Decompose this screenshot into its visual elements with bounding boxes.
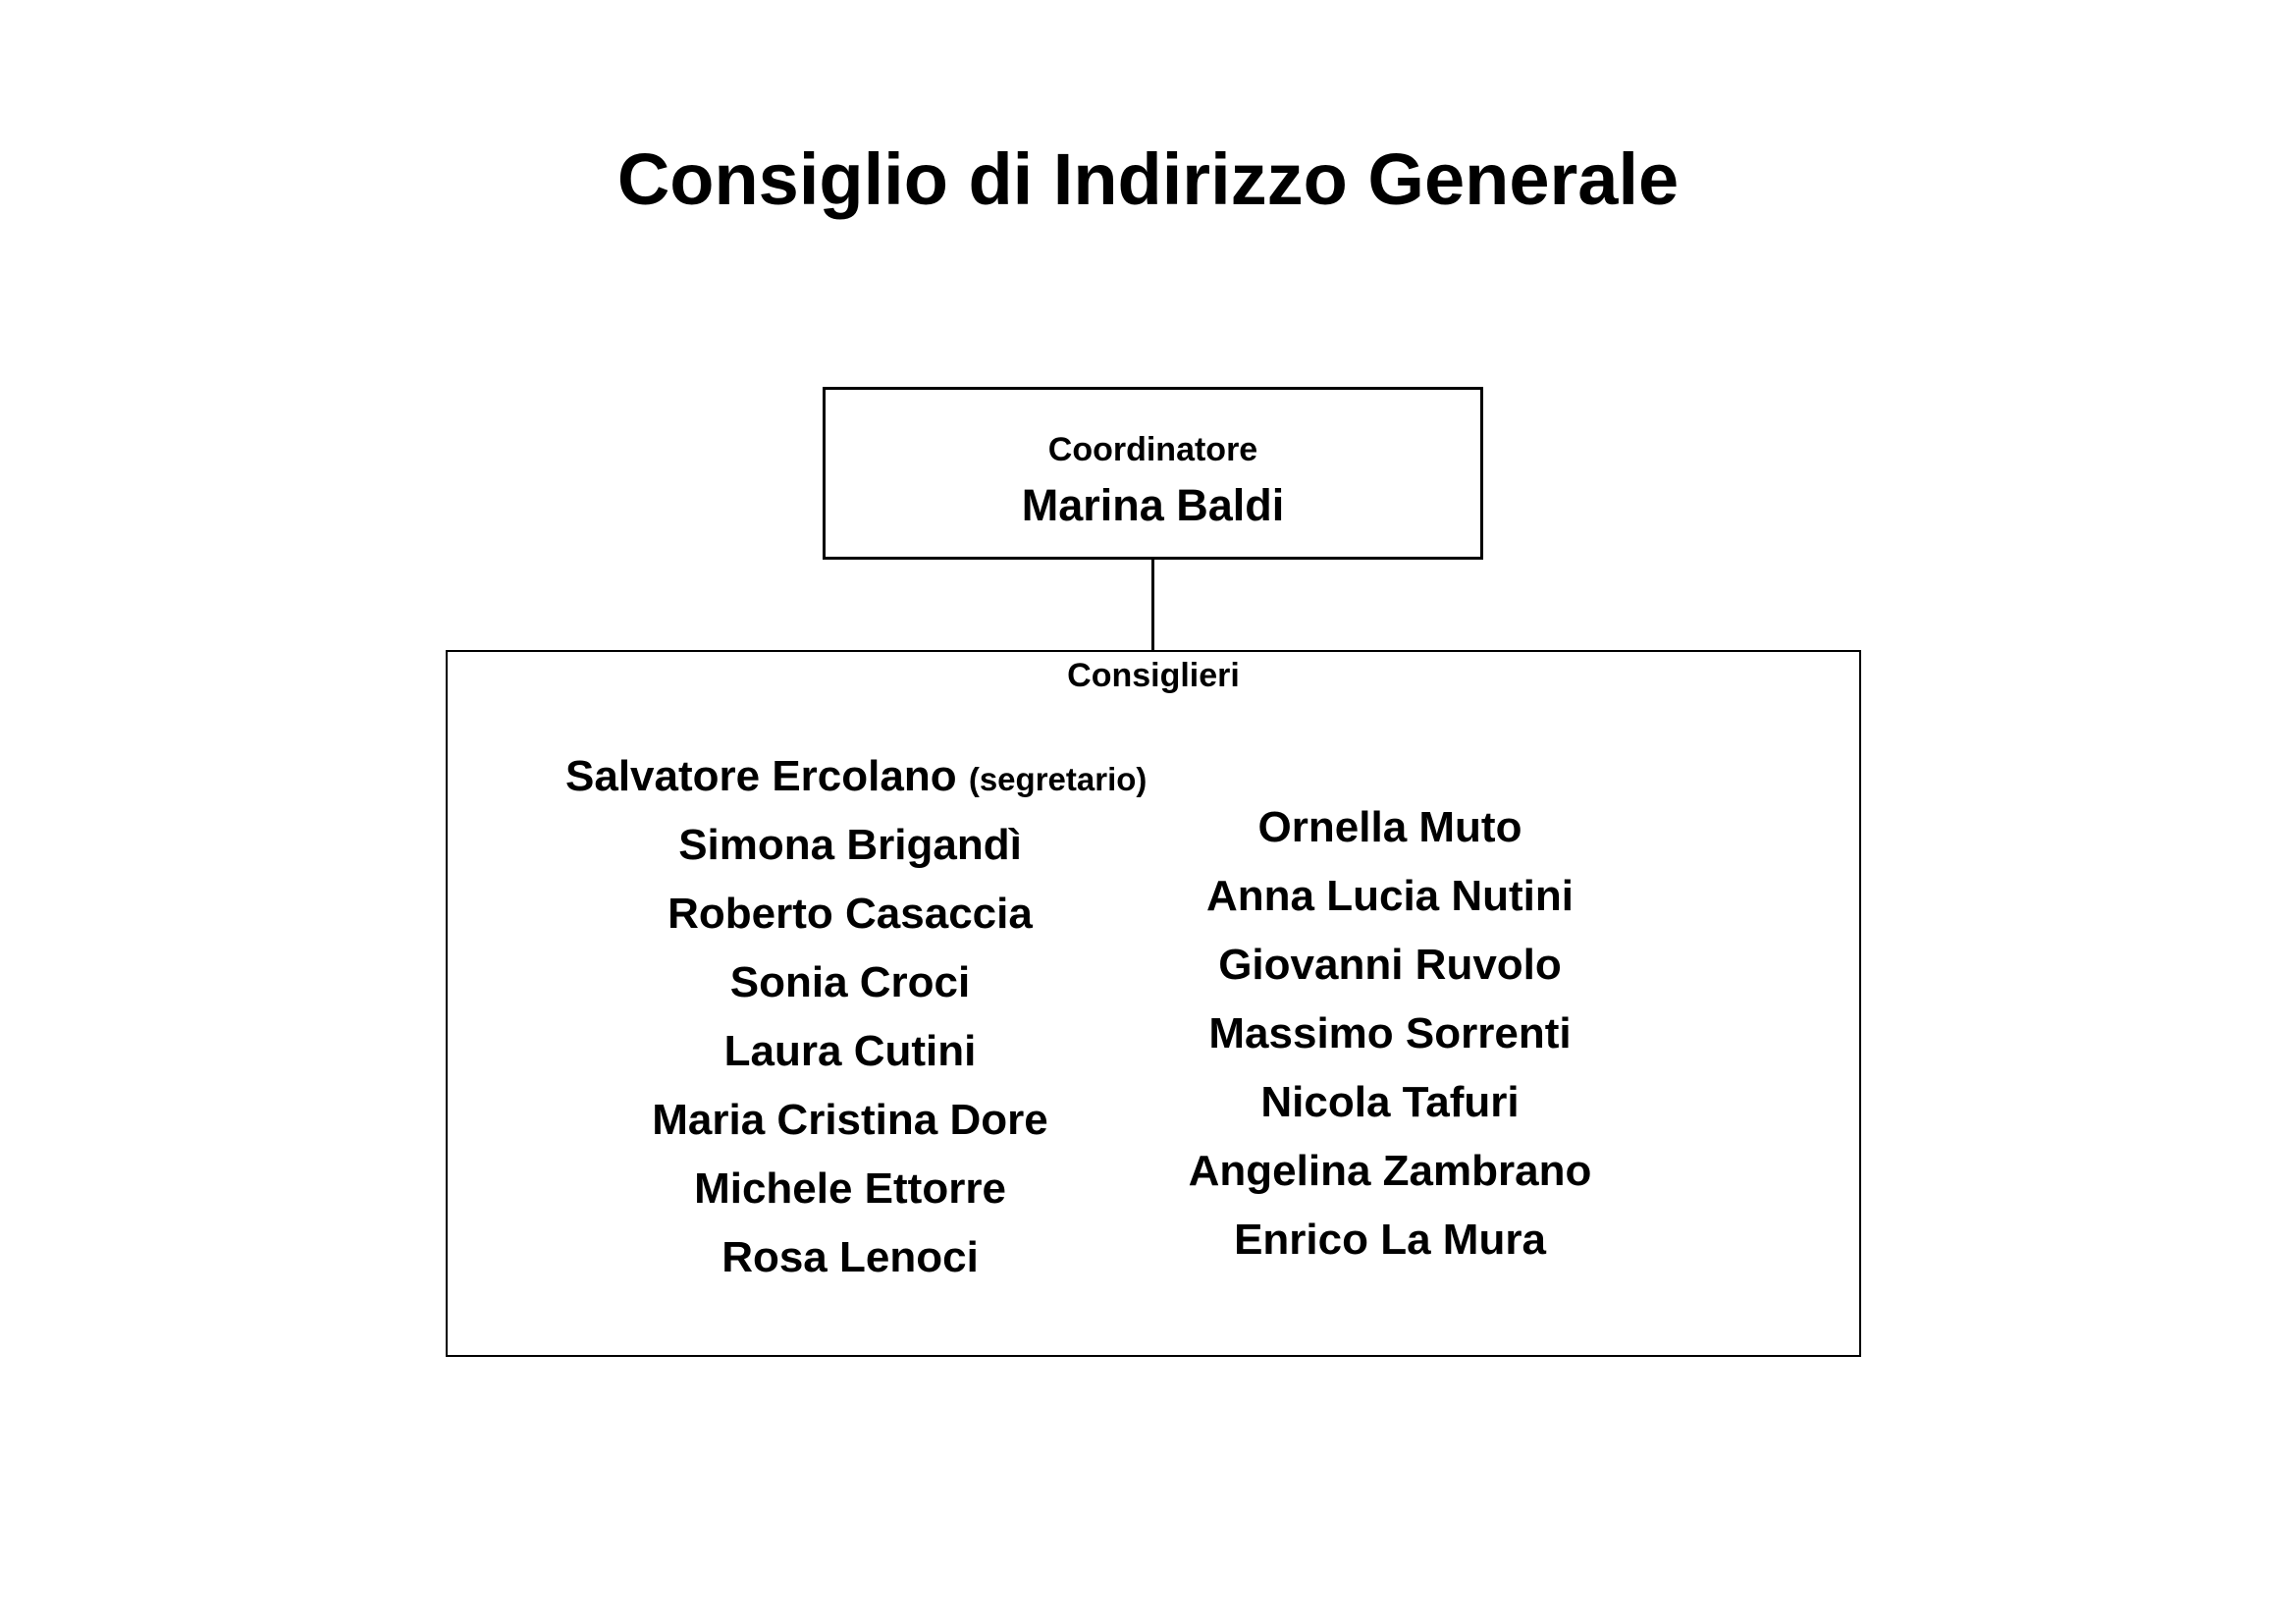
member-role: (segretario) bbox=[968, 761, 1148, 797]
coordinator-box bbox=[823, 387, 1483, 560]
connector-line bbox=[1151, 560, 1154, 651]
member-list-left bbox=[565, 742, 1148, 1292]
member-item bbox=[565, 880, 1135, 948]
member-item bbox=[565, 1155, 1135, 1223]
member-name: Angelina Zambrano bbox=[1188, 1147, 1592, 1195]
member-item bbox=[565, 1017, 1135, 1086]
member-name: Maria Cristina Dore bbox=[652, 1096, 1048, 1144]
member-item bbox=[565, 1223, 1135, 1292]
member-name: Massimo Sorrenti bbox=[1208, 1009, 1572, 1057]
council-box bbox=[446, 650, 1861, 1357]
member-item bbox=[1135, 793, 1645, 862]
member-name: Sonia Croci bbox=[729, 958, 971, 1006]
member-item bbox=[565, 811, 1135, 880]
member-name: Laura Cutini bbox=[723, 1027, 977, 1075]
member-name: Salvatore Ercolano bbox=[565, 752, 957, 800]
coordinator-name: Marina Baldi bbox=[1021, 480, 1285, 530]
member-item bbox=[565, 742, 1148, 811]
member-name: Roberto Casaccia bbox=[667, 890, 1033, 938]
member-name: Rosa Lenoci bbox=[721, 1233, 979, 1281]
member-item bbox=[565, 1086, 1135, 1155]
member-name: Simona Brigandì bbox=[678, 821, 1022, 869]
member-item bbox=[1135, 862, 1645, 931]
member-item bbox=[1135, 931, 1645, 1000]
member-list-right bbox=[1135, 793, 1645, 1274]
member-name: Michele Ettorre bbox=[694, 1164, 1006, 1213]
member-name: Enrico La Mura bbox=[1234, 1216, 1546, 1264]
member-item bbox=[565, 948, 1135, 1017]
member-name: Giovanni Ruvolo bbox=[1218, 941, 1562, 989]
member-name: Nicola Tafuri bbox=[1260, 1078, 1520, 1126]
member-item bbox=[1135, 1068, 1645, 1137]
member-name: Anna Lucia Nutini bbox=[1206, 872, 1574, 920]
member-item bbox=[1135, 1137, 1645, 1206]
member-item bbox=[1135, 1000, 1645, 1068]
member-item bbox=[1135, 1206, 1645, 1274]
member-name: Ornella Muto bbox=[1257, 803, 1522, 851]
council-heading: Consiglieri bbox=[1067, 657, 1240, 694]
page-title: Consiglio di Indirizzo Generale bbox=[616, 138, 1680, 220]
coordinator-role: Coordinatore bbox=[1047, 431, 1258, 468]
